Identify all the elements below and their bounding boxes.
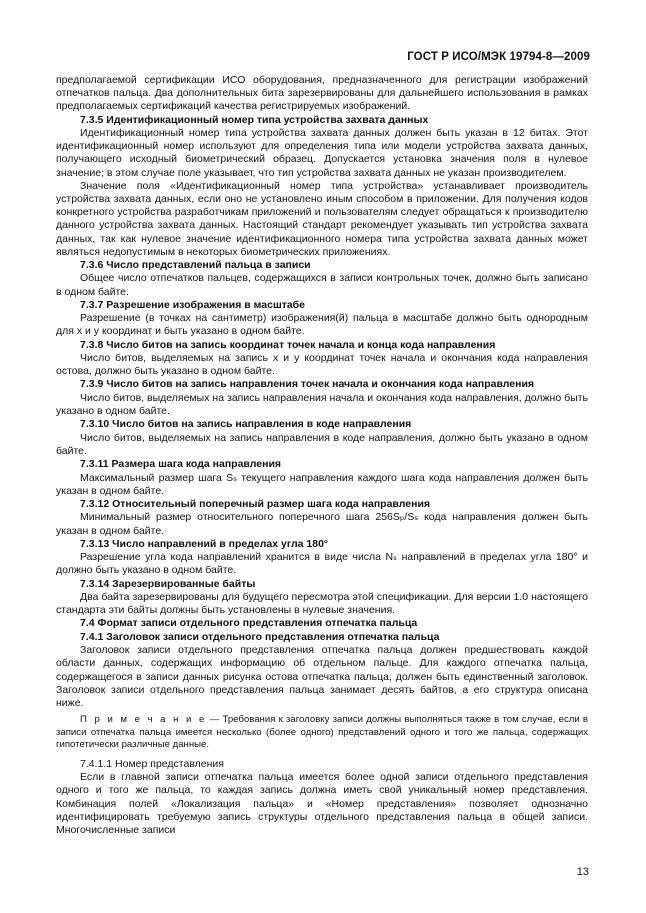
paragraph: Число битов, выделяемых на запись направления начала и окончания кода направления, должно быть указано в одном байте. (56, 391, 588, 418)
document-body (56, 74, 588, 837)
heading-7-3-10: 7.3.10 Число битов на запись направления в коде направления (80, 418, 412, 431)
heading-7-3-13: 7.3.13 Число направлений в пределах угла 180° (80, 537, 329, 550)
document-header: ГОСТ Р ИСО/МЭК 19794-8—2009 (407, 51, 590, 63)
paragraph: Разрешение (в точках на сантиметр) изображения(й) пальца в масштабе должно быть однородным для x и y координат и быть указано в одном байте. (56, 312, 588, 338)
page-number: 13 (576, 866, 589, 878)
paragraph: Заголовок записи отдельного представления отпечатка пальца должен предшествовать каждой области данных, содержащих информацию об отдельном пальце. Для каждого отпечатка пальца, содержащегося в записи данных рисунка остова отпечатка пальца, должен быть единственный заголовок. Заголовок записи отдельного представления пальца занимает десять байтов, а его структура описана ниже. (56, 644, 588, 709)
heading-7-3-14: 7.3.14 Зарезервированные байты (80, 577, 256, 590)
heading-7-3-5: 7.3.5 Идентификационный номер типа устройства захвата данных (80, 113, 429, 126)
note-label: П р и м е ч а н и е (80, 714, 207, 726)
heading-7-4-1: 7.4.1 Заголовок записи отдельного представления отпечатка пальца (80, 630, 440, 643)
heading-7-3-7: 7.3.7 Разрешение изображения в масштабе (80, 298, 306, 311)
heading-7-3-12: 7.3.12 Относительный поперечный размер шага кода направления (80, 497, 431, 510)
paragraph: Число битов, выделяемых на запись x и y координат точек начала и окончания кода направления остова, должно быть указано в одном байте. (56, 352, 588, 378)
paragraph-cont: предполагаемой сертификации ИСО оборудования, предназначенного для регистрации изображений отпечатков пальца. Два дополнительных бита зарезервированы для дальнейшего использования в рамках предполагаемых сертификаций качества регистрируемых изображений. (56, 74, 588, 113)
paragraph: Значение поля «Идентификационный номер типа устройства» устанавливает производитель устройства захвата данных, если оно не установлено иным способом в приложении. Для получения кодов конкретного устройства разработчикам приложений и пользователям следует обращаться к производителю данного устройства захвата данных. Настоящий стандарт рекомендует указывать тип устройства захвата данных, так как нулевое значение идентификационного номера типа устройства захвата данных может являться недопустимым в некоторых биометрических приложениях. (56, 179, 588, 258)
heading-7-3-11: 7.3.11 Размера шага кода направления (80, 458, 282, 471)
paragraph: Максимальный размер шага Sₛ текущего направления каждого шага кода направления должен быть указан в одном байте. (56, 471, 588, 497)
subsection-title: 7.4.1.1 Номер представления (80, 757, 224, 770)
heading-7-3-8: 7.3.8 Число битов на запись координат точек начала и конца кода направления (80, 338, 496, 351)
paragraph: Число битов, выделяемых на запись направления в коде направления, должно быть указано в одном байте. (56, 431, 588, 457)
paragraph: Два байта зарезервированы для будущего пересмотра этой спецификации. Для версии 1.0 настоящего стандарта эти байты должны быть установлены в нулевые значения. (56, 590, 588, 617)
final-paragraph: Если в главной записи отпечатка пальца имеется более одной записи отдельного представления одного и того же пальца, то каждая запись должна иметь свой уникальный номер представления. Комбинация полей «Локализация пальца» и «Номер представления» позволяет однозначно идентифицировать требуемую запись структуры отдельного представления пальца в общей записи. Многочисленные записи (56, 771, 588, 836)
heading-7-3-6: 7.3.6 Число представлений пальца в записи (80, 259, 311, 272)
paragraph: Общее число отпечатков пальцев, содержащихся в записи контрольных точек, должно быть записано в одном байте. (56, 272, 588, 298)
paragraph: Минимальный размер относительного поперечного шага 256Sₚ/Sₛ кода направления должен быть указан в одном байте. (56, 511, 588, 537)
heading-7-3-9: 7.3.9 Число битов на запись направления точек начала и окончания кода направления (80, 378, 535, 391)
note-text: — Требования к заголовку записи должны выполняться также в том случае, если в записи отпечатка пальца имеется несколько (более одного) представлений одного и того же пальца, содержащих гипотетически различные данные. (56, 714, 589, 751)
note (56, 714, 588, 752)
paragraph: Разрешение угла кода направлений хранится в виде числа Nₛ направлений в пределах угла 180° и должно быть указано в одном байте. (56, 551, 588, 577)
heading-7-4: 7.4 Формат записи отдельного представления отпечатка пальца (80, 617, 418, 630)
paragraph: Идентификационный номер типа устройства захвата данных должен быть указан в 12 битах. Этот идентификационный номер используют для определения типа или модели устройства захвата данных, получающего исходный биометрический образец. Допускается установка значения поля в нулевое значение; в этом случае поле указывает, что тип устройства захвата данных не указан производителем. (56, 127, 588, 179)
